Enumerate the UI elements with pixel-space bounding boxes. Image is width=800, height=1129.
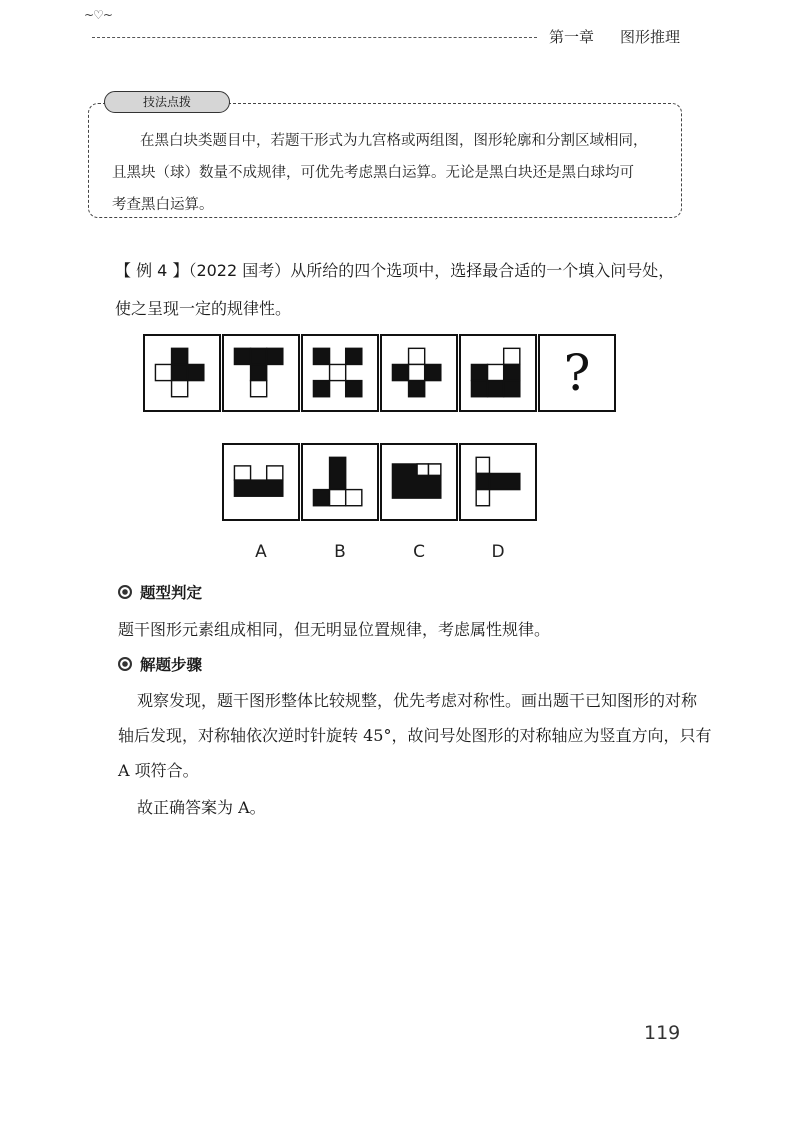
option-b-figure[interactable]: [301, 443, 379, 521]
section-bullet-icon: [118, 585, 132, 599]
header-ornament: ~♡~: [84, 8, 112, 22]
question-figure-3: [301, 334, 379, 412]
answer-text: 故正确答案为 A。: [137, 798, 266, 817]
figure-side-t-shape: [461, 445, 535, 519]
question-figure-2: [222, 334, 300, 412]
option-label-d: D: [491, 542, 505, 562]
figure-plus-shape: [382, 336, 456, 410]
tip-text-line: 在黑白块类题目中，若题干形式为九宫格或两组图，图形轮廓和分割区域相同，: [140, 133, 648, 149]
header-rule: [92, 37, 537, 38]
page-number: 119: [644, 1022, 681, 1044]
option-label-c: C: [413, 542, 425, 562]
type-judgment-text: 题干图形元素组成相同，但无明显位置规律，考虑属性规律。: [118, 620, 551, 639]
tip-text-line: 且黑块（球）数量不成规律，可优先考虑黑白运算。无论是黑白块还是黑白球均可: [112, 165, 634, 181]
figure-plus-shape: [145, 336, 219, 410]
question-figure-4: [380, 334, 458, 412]
section-heading-type: 题型判定: [140, 584, 203, 602]
solution-text-line: A 项符合。: [118, 761, 199, 780]
header-title: 图形推理: [620, 28, 681, 46]
solution-text-line: 轴后发现，对称轴依次逆时针旋转 45°，故问号处图形的对称轴应为竖直方向，只有: [118, 726, 712, 745]
figure-x-shape: [303, 336, 377, 410]
tip-badge: 技法点拨: [104, 91, 230, 113]
question-figure-1: [143, 334, 221, 412]
solution-text-line: 观察发现，题干图形整体比较规整，优先考虑对称性。画出题干已知图形的对称: [137, 691, 698, 710]
option-label-b: B: [334, 542, 346, 562]
figure-l-shape: [303, 445, 377, 519]
question-mark-cell: [538, 334, 616, 412]
figure-u-shape: [224, 445, 298, 519]
question-mark: ?: [563, 344, 591, 402]
figure-t-shape: [224, 336, 298, 410]
option-label-a: A: [255, 542, 267, 562]
example-question-line: 使之呈现一定的规律性。: [115, 299, 292, 318]
section-bullet-icon: [118, 657, 132, 671]
example-question-line: 【 例 4 】（2022 国考）从所给的四个选项中，选择最合适的一个填入问号处，: [115, 261, 675, 280]
figure-block-shape: [382, 445, 456, 519]
option-d-figure[interactable]: [459, 443, 537, 521]
tip-text-line: 考查黑白运算。: [112, 197, 214, 213]
figure-step-shape: [461, 336, 535, 410]
option-c-figure[interactable]: [380, 443, 458, 521]
question-figure-5: [459, 334, 537, 412]
option-a-figure[interactable]: [222, 443, 300, 521]
header-chapter: 第一章: [549, 28, 595, 46]
section-heading-steps: 解题步骤: [140, 656, 203, 674]
